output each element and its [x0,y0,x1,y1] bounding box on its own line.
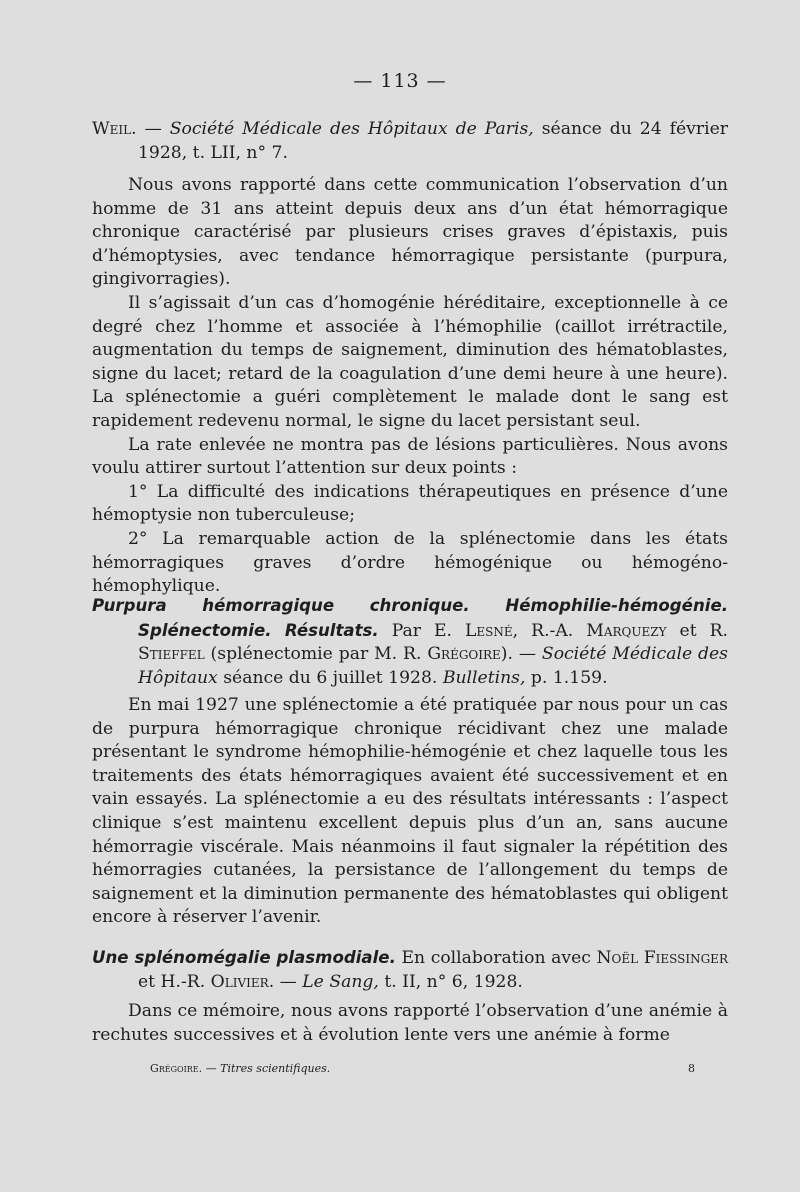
paragraph: Nous avons rapporté dans cette communication l’observation d’un homme de 31 ans atteint depuis deux ans d’un état hémorragique chronique caractérisé par plusieurs crises graves d’épistaxis, puis d’hémoptysies, avec tendance hémorragique persistante (purpura, gingivorragies). [92,175,728,290]
author-gregoire: Grégoire [427,644,501,665]
text: et H.-R. [138,971,211,992]
ref-dash: — [136,119,170,139]
footer-title: Titres scientifiques. [220,1062,331,1075]
section-2-journal: Société Médicale des Hôpitaux [138,644,728,688]
ref-rest: séance du 24 février 1928, t. LII, n° 7. [138,119,728,163]
text: séance du 6 juillet 1928. [217,667,443,688]
section-2-body [92,694,728,930]
author-stieffel: Stieffel [138,644,205,665]
page-footer [150,1062,695,1075]
text: . — [268,971,303,992]
section-3-citation [92,946,728,994]
section-1-body [92,174,728,599]
section-2-title: Purpura hémorragique chronique. Hémophilie-hémogénie. Splénectomie. Résultats. [92,596,728,640]
signature-mark: 8 [688,1062,695,1075]
ref-journal: Société Médicale des Hôpitaux de Paris, [169,119,534,139]
footer-author: Grégoire. [150,1062,203,1075]
section-3-body [92,1000,728,1047]
reference-weil [92,118,728,165]
author-lesne: Lesné [465,620,513,641]
text: En collaboration avec [395,948,597,968]
section-2-citation [92,594,728,690]
text: t. II, n° 6, 1928. [378,971,523,992]
section-2-heading [92,594,728,690]
text: p. 1.159. [525,667,608,688]
paragraph: 2° La remarquable action de la splénectomie dans les états hémorragiques graves d’ordre hémogénique ou hémogéno-hémophylique. [92,528,728,597]
reference-citation [92,118,728,165]
text: ). — [500,644,542,665]
author-fiessinger: Noël Fiessinger [596,948,728,968]
text: Par E. [378,620,465,641]
ref-author: Weil. [92,119,137,139]
section-2-bulletin: Bulletins, [442,667,526,688]
paragraph: En mai 1927 une splénectomie a été pratiquée par nous pour un cas de purpura hémorragique chronique récidivant chez une malade présentant le syndrome hémophilie-hémogénie et chez laquelle tous les traitements des états hémorragiques avaient été successivement et en vain essayés. La splénectomie a eu des résultats intéressants : l’aspect clinique s’est maintenu excellent depuis plus d’un an, sans aucune hémorragie viscérale. Mais néanmoins il faut signaler la répétition des hémorragies cutanées, la persistance de l’allongement du temps de saignement et la diminution permanente des hématoblastes qui obligent encore à réserver l’avenir. [92,695,728,928]
footer-dash: — [202,1062,221,1075]
text: et R. [666,620,729,641]
paragraph: 1° La difficulté des indications thérapeutiques en présence d’une hémoptysie non tuberculeuse; [92,481,728,526]
paragraph: La rate enlevée ne montra pas de lésions particulières. Nous avons voulu attirer surtout l’attention sur deux points : [92,434,728,479]
footer-left [150,1062,330,1075]
author-marquezy: Marquezy [586,620,667,641]
author-olivier: Olivier [210,971,269,992]
paragraph: Il s’agissait d’un cas d’homogénie héréditaire, exceptionnelle à ce degré chez l’homme et associée à l’hémophilie (caillot irrétractile, augmentation du temps de saignement, diminution des hématoblastes, signe du lacet; retard de la coagulation d’une demi heure à une heure). La splénectomie a guéri complètement le malade dont le sang est rapidement redevenu normal, le signe du lacet persistant seul. [92,292,728,431]
page-number: — 113 — [353,70,447,92]
section-3-heading [92,946,728,994]
section-3-journal: Le Sang, [302,971,379,992]
text: (splénectomie par M. R. [204,644,428,665]
section-3-title: Une splénomégalie plasmodiale. [92,948,396,967]
text: , R.-A. [512,620,587,641]
paragraph: Dans ce mémoire, nous avons rapporté l’observation d’une anémie à rechutes successives et à évolution lente vers une anémie à forme [92,1001,728,1045]
